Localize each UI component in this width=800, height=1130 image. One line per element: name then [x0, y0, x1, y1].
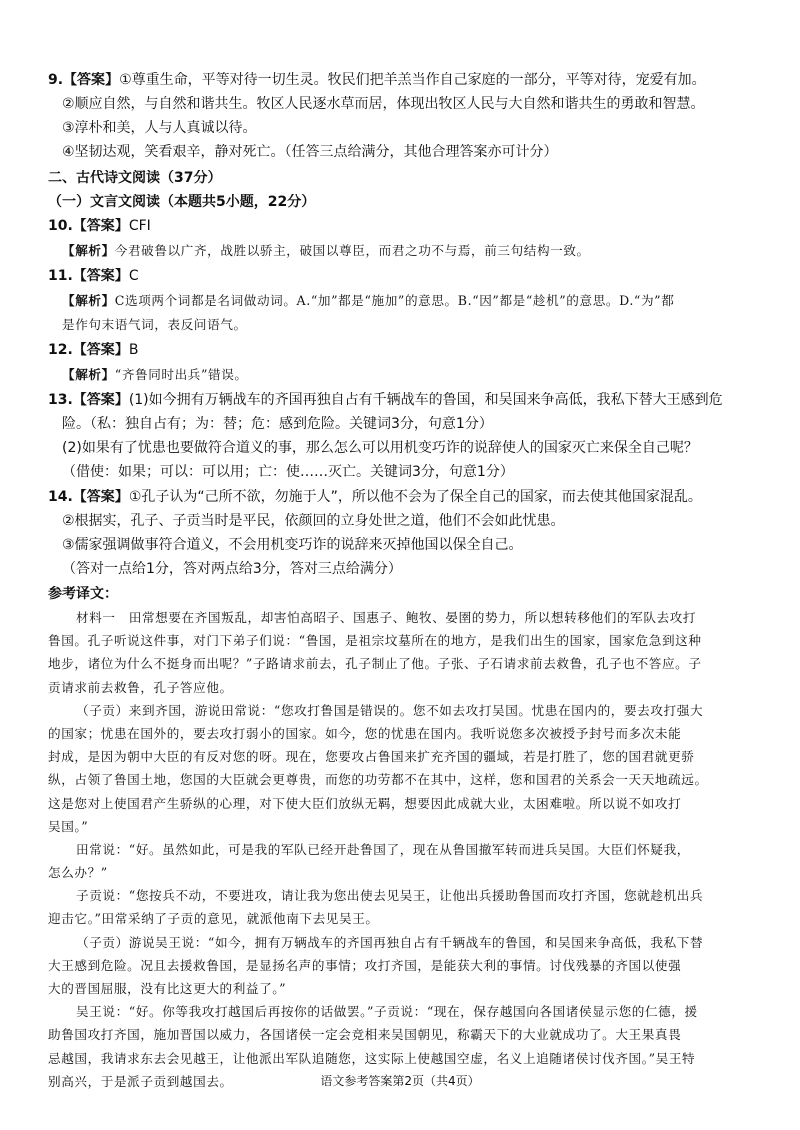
q11-analysis-text: C选项两个词都是名词做动词。A.“加”都是“施加”的意思。B.“因”都是“趁机”的意思。D.“为”都 [114, 293, 675, 308]
q11-analysis-cont: 是作句末语气词，表反问语气。 [62, 317, 247, 332]
q14-line4: （答对一点给1分，答对两点给3分，答对三点给满分） [62, 561, 402, 577]
translation-line: 鲁国。孔子听说这件事，对门下弟子们说：“鲁国，是祖宗坟墓所在的地方，是我们出生的国家，国家危急到这种 [48, 633, 702, 649]
q12-answer: B [128, 342, 139, 358]
q13-line3: (2)如果有了忧患也要做符合道义的事，那么怎么可以用机变巧诈的说辞使人的国家灭亡来保全自己呢？ [62, 440, 698, 456]
translation-line: 吴王说：“好。你等我攻打越国后再按你的话做罢。”子贡说：“现在，保存越国向各国诸侯显示您的仁德，援 [76, 1004, 698, 1020]
q11-analysis [48, 293, 760, 309]
q9-block [48, 72, 760, 160]
translation-line: （子贡）游说吴王说：“如今，拥有万辆战车的齐国再独自占有千辆战车的鲁国，和吴国来争高低，我私下替 [76, 934, 704, 950]
translation-line: （子贡）来到齐国，游说田常说：“您攻打鲁国是错误的。您不如去攻打吴国。忧患在国内的，要去攻打强大 [76, 702, 704, 718]
q11-answer: C [128, 268, 139, 284]
q11-block [48, 268, 760, 333]
subsection-heading: （一）文言文阅读（本题共5小题，22分） [48, 194, 316, 210]
q10-analysis-text: 今君破鲁以广齐，战胜以骄主，破国以尊臣，而君之功不与焉，前三句结构一致。 [114, 243, 590, 258]
translation-line: 材料一 田常想要在齐国叛乱，却害怕高昭子、国惠子、鲍牧、晏圉的势力，所以想转移他们的军队去攻打 [76, 610, 697, 625]
q9-point4: ④坚韧达观，笑看艰辛，静对死亡。（任答三点给满分，其他合理答案亦可计分） [62, 144, 558, 160]
q11-label: 11.【答案】 [48, 268, 129, 284]
translation-line: 助鲁国攻打齐国，施加晋国以威力，各国诸侯一定会竞相来吴国朝见，称霸天下的大业就成功了。大王果真畏 [48, 1027, 682, 1043]
q9-point2: ②顺应自然，与自然和谐共生。牧区人民逐水草而居，体现出牧区人民与大自然和谐共生的勇敢和智慧。 [62, 96, 705, 112]
translation-line: 怎么办？” [48, 865, 108, 881]
q14-label: 14.【答案】 [48, 489, 129, 505]
translation-line: 别高兴，于是派子贡到越国去。 [48, 1073, 233, 1089]
translation-line: 大王感到危险。况且去援救鲁国，是显扬名声的事情；攻打齐国，是能获大利的事情。讨伐残暴的齐国以使强 [48, 957, 682, 973]
q10-analysis-label: 【解析】 [62, 243, 115, 258]
translation-line: 的国家；忧患在国外的，要去攻打弱小的国家。如今，您的忧患在国内。我听说您多次被授予封号而多次未能 [48, 725, 682, 741]
section-heading: 二、古代诗文阅读（37分） [48, 170, 222, 186]
translation-line: 地步，诸位为什么不挺身而出呢？”子路请求前去，孔子制止了他。子张、子石请求前去救鲁，孔子也不答应。子 [48, 656, 702, 672]
q12-analysis-label: 【解析】 [62, 367, 115, 382]
q14-text1: ①孔子认为“己所不欲，勿施于人”，所以他不会为了保全自己的国家，而去使其他国家混乱。 [128, 489, 702, 505]
q13-line4: （借使：如果；可以：可以用；亡：使……灭亡。关键词3分，句意1分） [62, 464, 514, 480]
translation-line: 迎击它。”田常采纳了子贡的意见，就派他南下去见吴王。 [48, 911, 379, 927]
q9-point3: ③淳朴和美，人与人真诚以待。 [62, 120, 257, 136]
q11-analysis-label: 【解析】 [62, 293, 115, 308]
q10-answer: CFI [128, 218, 151, 234]
translation-line: 大的晋国屈服，没有比这更大的利益了。” [48, 981, 287, 996]
translation-line: 忌越国，我请求东去会见越王，让他派出军队追随您，这实际上使越国空虚，名义上追随诸侯讨伐齐国。”吴王特 [48, 1050, 696, 1066]
q13-line2: 险。（私：独自占有；为：替；危：感到危险。关键词3分，句意1分） [62, 416, 493, 432]
q14-line2: ②根据实，孔子、子贡当时是平民，依颜回的立身处世之道，他们不会如此忧患。 [62, 513, 565, 529]
translation-line: 子贡说：“您按兵不动，不要进攻，请让我为您出使去见吴王，让他出兵援助鲁国而攻打齐国，您就趁机出兵 [76, 888, 704, 904]
translation-line: 封成，是因为朝中大臣的有反对您的呀。现在，您要攻占鲁国来扩充齐国的疆域，若是打胜了，您的国君就更骄 [48, 749, 695, 765]
q9-label: 9.【答案】 [48, 72, 120, 88]
answer-page [48, 72, 760, 1097]
reference-translation-heading: 参考译文： [48, 586, 118, 602]
translation-line: 这是您对上使国君产生骄纵的心理，对下使大臣们放纵无羁，想要因此成就大业，太困难啦。所以说不如攻打 [48, 795, 682, 811]
q11-answer-line [48, 268, 760, 284]
translation-body [48, 610, 760, 1090]
q12-analysis [48, 367, 760, 383]
translation-line: 田常说：“好。虽然如此，可是我的军队已经开赴鲁国了，现在从鲁国撤军转而进兵吴国。大臣们怀疑我， [76, 841, 690, 857]
q10-label: 10.【答案】 [48, 218, 129, 234]
q12-label: 12.【答案】 [48, 342, 129, 358]
q13-text1: (1)如今拥有万辆战车的齐国再独自占有千辆战车的鲁国，和吴国来争高低，我私下替大王感到危 [128, 392, 723, 408]
q14-line3: ③儒家强调做事符合道义，不会用机变巧诈的说辞来灭掉他国以保全自己。 [62, 537, 523, 553]
q14-line1 [48, 489, 760, 505]
q12-block [48, 342, 760, 383]
q12-analysis-text: “齐鲁同时出兵”错误。 [114, 367, 248, 382]
q13-line1 [48, 392, 760, 408]
q13-block [48, 392, 760, 480]
q13-label: 13.【答案】 [48, 392, 129, 408]
q10-analysis [48, 243, 760, 259]
page-footer: 语文参考答案第2页（共4页） [320, 1074, 480, 1088]
translation-line: 吴国。” [48, 818, 89, 834]
q9-line1 [48, 72, 760, 88]
q9-point1: ①尊重生命，平等对待一切生灵。牧民们把羊羔当作自己家庭的一部分，平等对待，宠爱有加。 [119, 72, 706, 88]
translation-line: 纵，占领了鲁国土地，您国的大臣就会更尊贵，而您的功劳都不在其中，这样，您和国君的关系会一天天地疏远。 [48, 772, 708, 788]
q10-block [48, 218, 760, 259]
q12-answer-line [48, 342, 760, 358]
q14-block [48, 489, 760, 577]
q10-answer-line [48, 218, 760, 234]
translation-line: 贡请求前去救鲁，孔子答应他。 [48, 679, 233, 695]
